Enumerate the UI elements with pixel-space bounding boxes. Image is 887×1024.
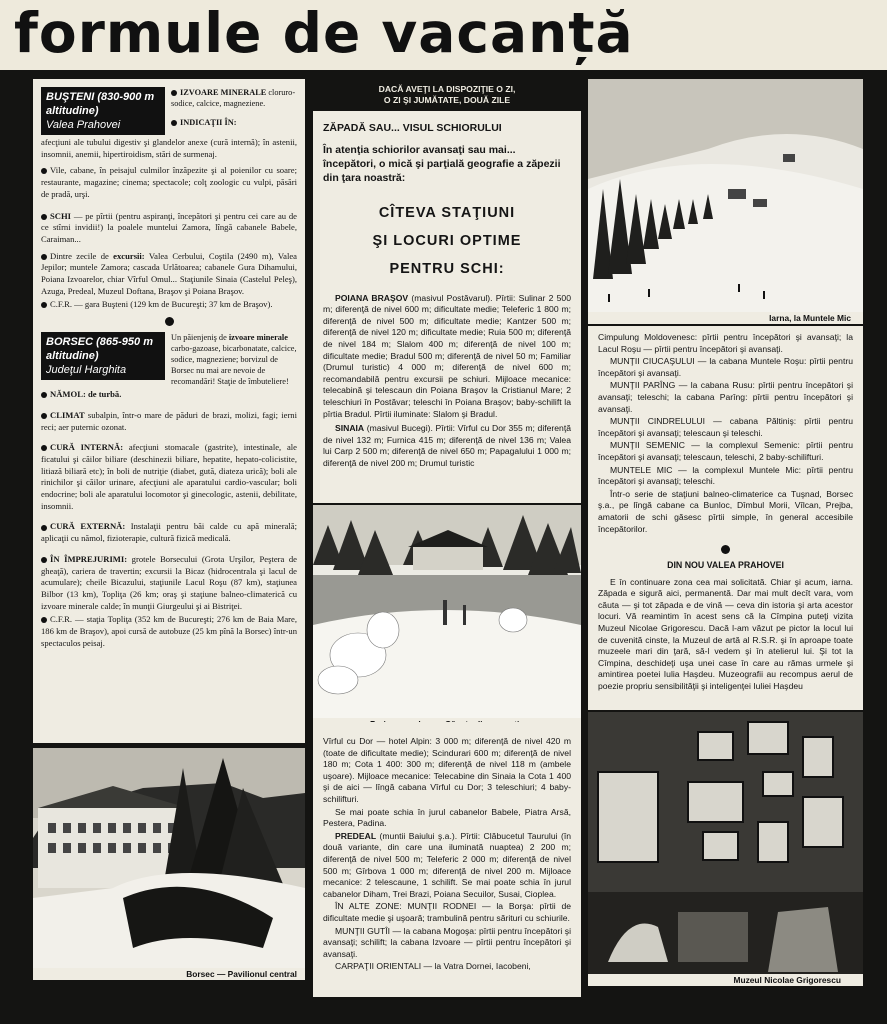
sinaia-cont: Vîrful cu Dor — hotel Alpin: 3 000 m; diferenţă de nivel 420 m (toate de dificultate medie); Scindurari 600 m; diferenţă de nivel 180 m; Cota 1 400: 300 m; diferenţă de nivel 118 m (ambele uşoare). Mijloace mecanice: Telecabine din Sinaia la Cota 1 400 şi de aici — lîngă cabana Vîrful cu Dor; 3 teleschiuri; 4 baby-schilifturi. — [323, 736, 571, 804]
bullet-icon — [41, 392, 47, 398]
borsec-cfr — [41, 614, 297, 649]
busteni-ind-head: INDICAŢII ÎN: — [180, 118, 237, 127]
borsec-header — [41, 332, 297, 387]
busteni-springs — [171, 87, 297, 128]
headline-band — [0, 0, 887, 70]
borsec-climat-text: subalpin, într-o mare de păduri de brazi, molizi, fagi; ierni reci; aer puternic ozonat. — [41, 409, 297, 432]
busteni-schi — [41, 211, 297, 246]
borsec-springs — [171, 332, 297, 387]
borsec-title-box — [41, 332, 165, 380]
borsec-cura-interna — [41, 442, 297, 512]
busteni-ind-text: afecţiuni ale tubului digestiv şi glandelor anexe (cură internă); în astenii, insomnii, anemii, hipertiroidism, stări de surmenaj. — [41, 137, 297, 159]
mid-feature-line3: PENTRU SCHI: — [389, 260, 505, 277]
muntele-mic-illustration — [588, 79, 863, 312]
borsec-springs-pre: Un păienjeniş de — [171, 333, 227, 343]
bullet-icon — [41, 214, 47, 220]
borsec-photo-caption: Borsec — Pavilionul central — [33, 968, 305, 980]
borsec-namol-text: NĂMOL: de turbă. — [50, 389, 122, 400]
busteni-vile-text: Vile, cabane, în peisajul culmilor înzăpezite şi al poienilor cu soare; restaurante, magazine; cinema; spectacole; colţ zoologic cu vulpi, păsări de pradă, urşi. — [41, 165, 297, 199]
busteni-excursii — [41, 251, 297, 298]
bullet-icon — [41, 525, 47, 531]
sinaia-head: SINAIA — [335, 423, 365, 434]
borsec-climat-head: CLIMAT — [50, 409, 85, 420]
borsec-region: Judeţul Harghita — [46, 364, 127, 377]
mid-feature-line1: CÎTEVA STAŢIUNI — [378, 204, 516, 221]
mid-top-label-line2: O ZI ŞI JUMĂTATE, DOUĂ ZILE — [383, 95, 511, 105]
predeal-head: PREDEAL — [335, 830, 377, 841]
left-column — [33, 79, 305, 743]
borsec-ce-head: CURĂ EXTERNĂ: — [50, 521, 126, 532]
right-p5: MUNŢII SEMENIC — la complexul Semenic: pîrtii pentru începători şi avansaţi; telescaun, teleschi, 2 baby-schilifturi. — [598, 440, 853, 462]
busteni-altitude: altitudine) — [46, 105, 99, 117]
busteni-schi-text: — pe pîrtii (pentru aspiranţi, începători şi pentru cei care au de ce stîrni invidii!) la poalele muntelui Zamora, lîngă cabanele Babele, Caraiman... — [41, 210, 297, 244]
museum-photo — [588, 712, 863, 974]
right-p6: MUNTELE MIC — la complexul Muntele Mic: pîrtii pentru începători şi avansaţi; teleschi. — [598, 464, 853, 487]
poiana-head: POIANA BRAŞOV — [335, 292, 409, 303]
museum-photo-caption: Muzeul Nicolae Grigorescu — [588, 974, 863, 986]
right-p7: Într-o serie de staţiuni balneo-climaterice ca Tuşnad, Borsec ş.a., pe lîngă cabane ca Bunloc, Dîmbul Morii, Vîlcan, Prejba, amatorii de schi găsesc pîrtii simple, în general accesibile începătorilor. — [598, 488, 853, 534]
busteni-springs-head: IZVOARE MINERALE — [180, 88, 267, 97]
predeal-entry — [323, 831, 571, 901]
busteni-springs-text: cloruro-sodice, calcice, magneziene. — [171, 88, 296, 108]
bullet-icon — [41, 254, 47, 260]
busteni-schi-head: SCHI — [50, 210, 72, 221]
borsec-title: BORSEC (865-950 m — [46, 336, 153, 349]
bullet-icon — [171, 120, 177, 126]
borsec-ce-text: Instalaţii pentru băi calde cu apă minerală; aplicaţii cu nămol, fizioterapie, cultură fizică medicală. — [41, 521, 298, 544]
paring-cabin-illustration — [313, 505, 581, 719]
borsec-climat — [41, 410, 297, 433]
alte-zone: ÎN ALTE ZONE: MUNŢII RODNEI — la Borşa: pîrtii de dificultate medie şi uşoară; trambulină pentru sărituri cu schiurile. — [323, 901, 571, 923]
right-p8: E în continuare zona cea mai solicitată. Chiar şi acum, iarna. Zăpada e sigură aici, permanentă. Dar mai mult decît vara, vom căuta — şi tot zăpada e de vină — ceva din istoria şi arta acestor locuri. Vă reamintim în acest sens că la Cîmpina puteţi vizita Muzeul Nicolae Grigorescu. Dacă l-am văzut pe pictor la locul lui de cuvenită cinste, la Muzeul de artă al R.S.R. şi în aproape toate muzeele mari din ţară, să-l vedem şi în atelierul lui. Şi tot la Cîmpina, deschideţi uşa unei case în care au rămas urmele şi amintirea poetei Iulia Haşdeu. Muzeografii au recompus aerul de poezie propriu sensibilităţii şi inteligenţei Iuliei Haşdeu — [598, 576, 853, 692]
borsec-pavilion-photo — [33, 748, 305, 973]
borsec-cfr-text: C.F.R. — staţia Topliţa (352 km de Bucureşti; 276 km de Baia Mare, 186 km de Braşov), apoi cursă de autobuze (25 km pînă la Borsec) într-un spectaculos peisaj. — [41, 614, 297, 648]
busteni-cfr — [41, 299, 297, 311]
paring-cabin-photo — [313, 505, 581, 719]
busteni-exc-text: Valea Cerbului, Coştila (2490 m), Valea Jepilor; muntele Zamora; cascada Urlătoarea; cabanele Gura Dihamului, Poiana Izvoarelor, chiar Vîrful Omul... Staţiunile Sinaia (Castelul Peleş), Azuga, Predeal, Muzeul Doftana, Braşov şi Poiana Braşov. — [41, 250, 297, 296]
mid-heading: ZĂPADĂ SAU... VISUL SCHIORULUI — [323, 122, 502, 134]
bullet-icon — [171, 90, 177, 96]
mid-intro: În atenţia schiorilor avansaţi sau mai... începători, o mică şi parţială geografie a zăpezii din ţara noastră: — [323, 143, 561, 184]
bullet-icon — [41, 445, 47, 451]
busteni-title-box — [41, 87, 165, 135]
borsec-pavilion-illustration — [33, 748, 305, 973]
busteni-exc-head: excursii: — [113, 250, 145, 261]
bullet-icon — [41, 557, 47, 563]
borsec-springs-head: izvoare minerale — [228, 333, 288, 343]
page-headline: formule de vacanță — [14, 1, 634, 65]
borsec-imp-head: ÎN ÎMPREJURIMI: — [50, 553, 128, 564]
predeal-text: (muntii Baiului ş.a.). Pîrtii: Clăbucetul Taurului (în două variante, din care una iluminată nuaptea) 2 200 m; diferenţă de nivel 500 m; Teleferic 2 000 m; diferenţă de nivel 500 m; Gîrbova 1 000 m; diferenţă de nivel 200 m. Mijloace mecanice: 2 telescaune, 1 schilift. Se mai poate schia în jurul cabanelor Diham, Trei Brazi, Poiana Secuilor, Susai, Cioplea. — [323, 830, 571, 899]
poiana-brasov-entry — [323, 293, 571, 421]
poiana-text: (masivul Postăvarul). Pîrtii: Sulinar 2 500 m; diferenţă de nivel 600 m; dificultate medie; Teleferic 1 800 m; diferenţă de nivel 500 m; dificultate medie; Kantzer 500 m; diferenţă de nivel 120 m; dificultate medie; Ruia 500 m; diferenţă de nivel 184 m; Slalom 400 m; diferenţă de nivel 100 m; dificultate medie; Bradul 500 m; diferenţă de nivel 50 m; Familiar (Drumul turistic) 4 000 m; diferenţă de nivel 600 m; recomandabilă pentru excursii pe schiuri. Mijloace mecanice: telecabină şi telescaun din Poiana Braşov la Cristianul Mare; 2 teleschiuri în Postăvar; teleschi în Poiana Braşov; baby-schilift la pîrtia Bradul. Pîrtii iluminate: Slalom şi Bradul. — [323, 292, 571, 419]
borsec-namol — [41, 389, 297, 401]
bullet-icon — [41, 413, 47, 419]
sinaia-text: (masivul Bucegi). Pîrtii: Vîrful cu Dor 355 m; diferenţă de nivel 132 m; Furnica 415 m; diferenţă de nivel 136 m; Valea lui Carp 2 500 m; diferenţă de nivel 650 m; Papagalului 1 000 m; diferenţă de nivel 200 m; Drumul turistic — [323, 423, 571, 468]
borsec-cura-externa — [41, 521, 297, 544]
muntele-mic-photo — [588, 79, 863, 312]
sinaia-more: Se mai poate schia în jurul cabanelor Babele, Piatra Arsă, Pestera, Padina. — [323, 806, 571, 829]
borsec-imp-text: grotele Borsecului (Grota Urşilor, Peştera de gheaţă), cariera de travertin; excursii la Bicaz (hidrocentrala şi lacul de acumulare); cheile Bicazului, staţiunile Lacul Roşu (87 km), staţiunea Bilbor (13 km), Topliţa (26 km; oraş şi staţiune balneo-climaterică cu izvoare minerale calde; în munţii Giurgeului şi ai Bistriţei. — [41, 553, 297, 611]
mid-top-label — [313, 84, 581, 106]
right-p1: Cimpulung Moldovenesc: pîrtii pentru începători şi avansaţi; la Lacul Roşu — pîrtii pentru începători şi avansaţi. — [598, 332, 853, 354]
mid-feature-title — [323, 199, 571, 283]
mid-top-label-line1: DACĂ AVEŢI LA DISPOZIŢIE O ZI, — [378, 84, 516, 94]
separator-dot-icon — [165, 317, 174, 326]
bullet-icon — [41, 617, 47, 623]
busteni-cfr-text: C.F.R. — gara Buşteni (129 km de Bucureşti; 37 km de Braşov). — [50, 299, 273, 310]
muntele-mic-caption: Iarna, la Muntele Mic — [588, 312, 863, 324]
busteni-vile — [41, 165, 297, 200]
borsec-springs-text: carbo-gazoase, bicarbonatate, calcice, sodice, magneziene; borvizul de Borsec nu mai are nevoie de recomandări! Staţie de îmbuteliere! — [171, 344, 297, 387]
bullet-icon — [41, 302, 47, 308]
right-p2: MUNŢII CIUCAŞULUI — la cabana Muntele Roşu: pîrtii pentru începători şi avansaţi. — [598, 356, 853, 378]
borsec-imprejurimi — [41, 554, 297, 613]
right-p4: MUNŢII CINDRELULUI — cabana Păltiniş: pîrtii pentru începători şi avansaţi; telescaun şi teleschi. — [598, 416, 853, 438]
separator-dot-icon — [721, 545, 730, 554]
muntii-gutii: MUNŢII GUTÎI — la cabana Mogoşa: pîrtii pentru începători şi avansaţi; schilift; la cabana Izvoare — pîrtii pentru începători şi avansaţi. — [323, 925, 571, 959]
museum-interior-illustration — [588, 712, 863, 974]
busteni-indications — [171, 117, 297, 128]
borsec-altitude: altitudine) — [46, 350, 99, 363]
busteni-title: BUŞTENI (830-900 m — [46, 91, 155, 103]
carpatii-orientali: CARPAŢII ORIENTALI — la Vatra Dornei, Iacobeni, — [335, 961, 531, 972]
borsec-ci-text: afecţiuni stomacale (gastrite), intestinale, ale ficatului şi căilor biliare (deschinezii biliare, hepatite, hepato-colicistite, litiază biliară etc); în boli de nutriţie (diabet, gută, diateza urică); boli ale rinichilor şi căilor urinare, afecţiuni ale aparatului cardio-vascular; boli endocrine; boli ale aparatului locomotor şi ginecologic, astenii, debilitate, insomnii. — [41, 442, 297, 511]
middle-column-top — [313, 111, 581, 503]
right-heading: DIN NOU VALEA PRAHOVEI — [667, 560, 784, 571]
busteni-header — [41, 87, 297, 135]
mid-feature-line2: ŞI LOCURI OPTIME — [372, 232, 522, 249]
right-p3: MUNŢII PARÎNG — la cabana Rusu: pîrtii pentru începători şi avansaţi; teleschi; la cabana Parîng: pîrtii pentru începători şi avansaţi. — [598, 380, 853, 414]
right-column — [588, 326, 863, 710]
bullet-icon — [41, 168, 47, 174]
busteni-exc-pre: Dintre zecile de — [50, 250, 109, 261]
busteni-region: Valea Prahovei — [46, 119, 121, 131]
sinaia-entry — [323, 423, 571, 469]
borsec-ci-head: CURĂ INTERNĂ: — [50, 442, 124, 453]
middle-column-bottom — [313, 722, 581, 997]
